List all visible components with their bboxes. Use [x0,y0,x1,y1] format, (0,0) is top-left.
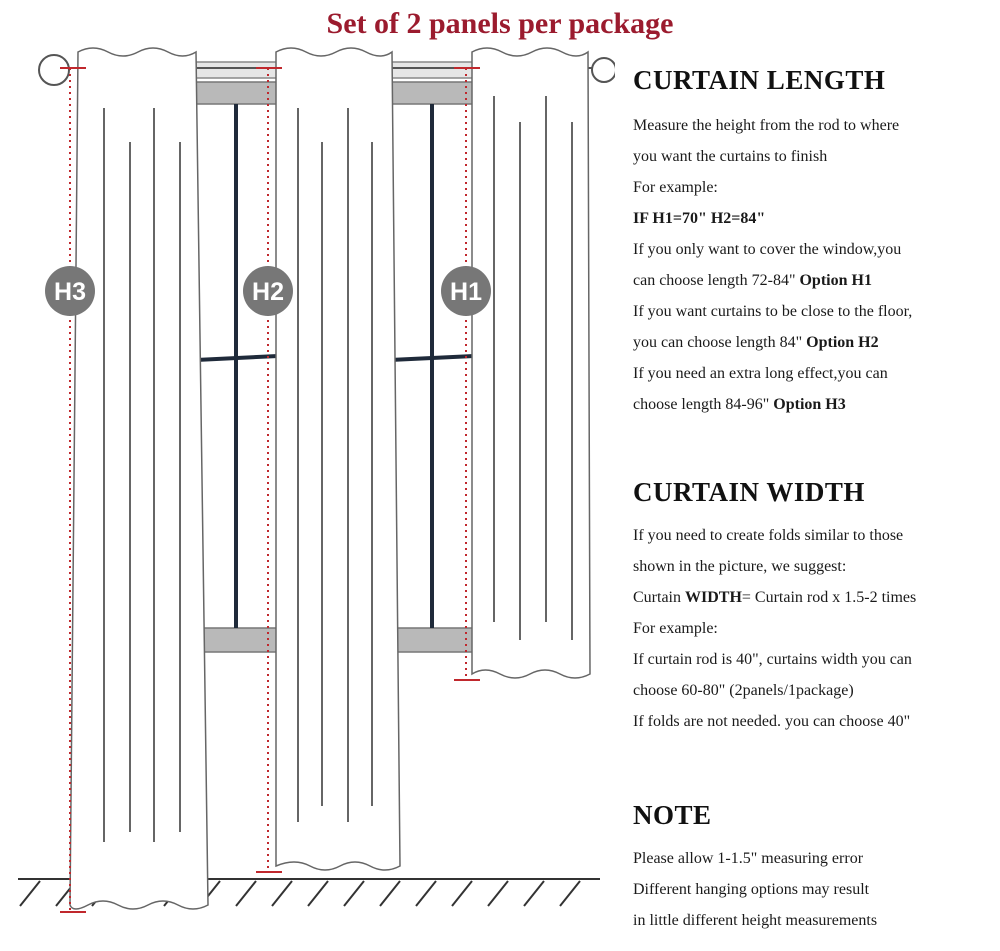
width-line-text: shown in the picture, we suggest: [633,558,847,575]
note-line [633,905,993,936]
curtain-panel-h1 [472,48,590,678]
length-line [633,358,993,389]
width-line-text: If you need to create folds similar to those [633,527,904,544]
length-line [633,110,993,141]
length-line-text: If you want curtains to be close to the floor, [633,303,913,320]
width-line [633,520,993,551]
length-line [633,327,993,358]
width-line-bold: WIDTH [685,589,742,606]
note-line-text: Please allow 1-1.5" measuring error [633,850,864,867]
width-line-text: = Curtain rod x 1.5-2 times [741,589,917,606]
width-line [633,644,993,675]
width-text [633,520,993,737]
note-line-text: Different hanging options may result [633,881,870,898]
width-line-text: If folds are not needed. you can choose 40" [633,713,911,730]
length-line-bold: IF H1=70" H2=84" [633,210,766,227]
width-line [633,582,993,613]
width-line [633,551,993,582]
length-text [633,110,993,420]
label-h2: H2 [252,278,284,306]
window-right [390,62,474,652]
length-line-text: you want the curtains to finish [633,148,828,165]
curtain-panel-h3 [70,48,208,909]
length-line-bold: Option H2 [806,334,879,351]
length-line-bold: Option H1 [799,272,872,289]
length-line-text: If you need an extra long effect,you can [633,365,888,382]
length-heading: CURTAIN LENGTH [633,65,886,95]
label-badge-h1 [441,266,491,316]
label-badge-h2 [243,266,293,316]
width-line [633,706,993,737]
page-title: Set of 2 panels per package [326,7,674,40]
length-line [633,172,993,203]
length-line-text: Measure the height from the rod to where [633,117,900,134]
length-line-text: can choose length 72-84" [633,272,800,289]
note-line-text: in little different height measurements [633,912,878,929]
length-line-text: choose length 84-96" [633,396,774,413]
label-h3: H3 [54,278,86,306]
length-line-text: For example: [633,179,718,196]
length-line-text: If you only want to cover the window,you [633,241,902,258]
width-line [633,675,993,706]
note-line [633,843,993,874]
label-h1: H1 [450,278,482,306]
length-line [633,141,993,172]
length-line [633,296,993,327]
note-text [633,843,993,936]
length-line [633,234,993,265]
width-line [633,613,993,644]
width-heading: CURTAIN WIDTH [633,477,865,507]
note-line [633,874,993,905]
length-line-bold: Option H3 [773,396,846,413]
length-line-text: you can choose length 84" [633,334,807,351]
width-line-text: If curtain rod is 40", curtains width you can [633,651,912,668]
width-line-text: For example: [633,620,718,637]
width-line-text: Curtain [633,589,685,606]
width-line-text: choose 60-80" (2panels/1package) [633,682,854,699]
label-badge-h3 [45,266,95,316]
note-heading: NOTE [633,800,712,830]
length-line [633,389,993,420]
length-line [633,265,993,296]
length-line [633,203,993,234]
curtain-panel-h2 [276,48,400,870]
